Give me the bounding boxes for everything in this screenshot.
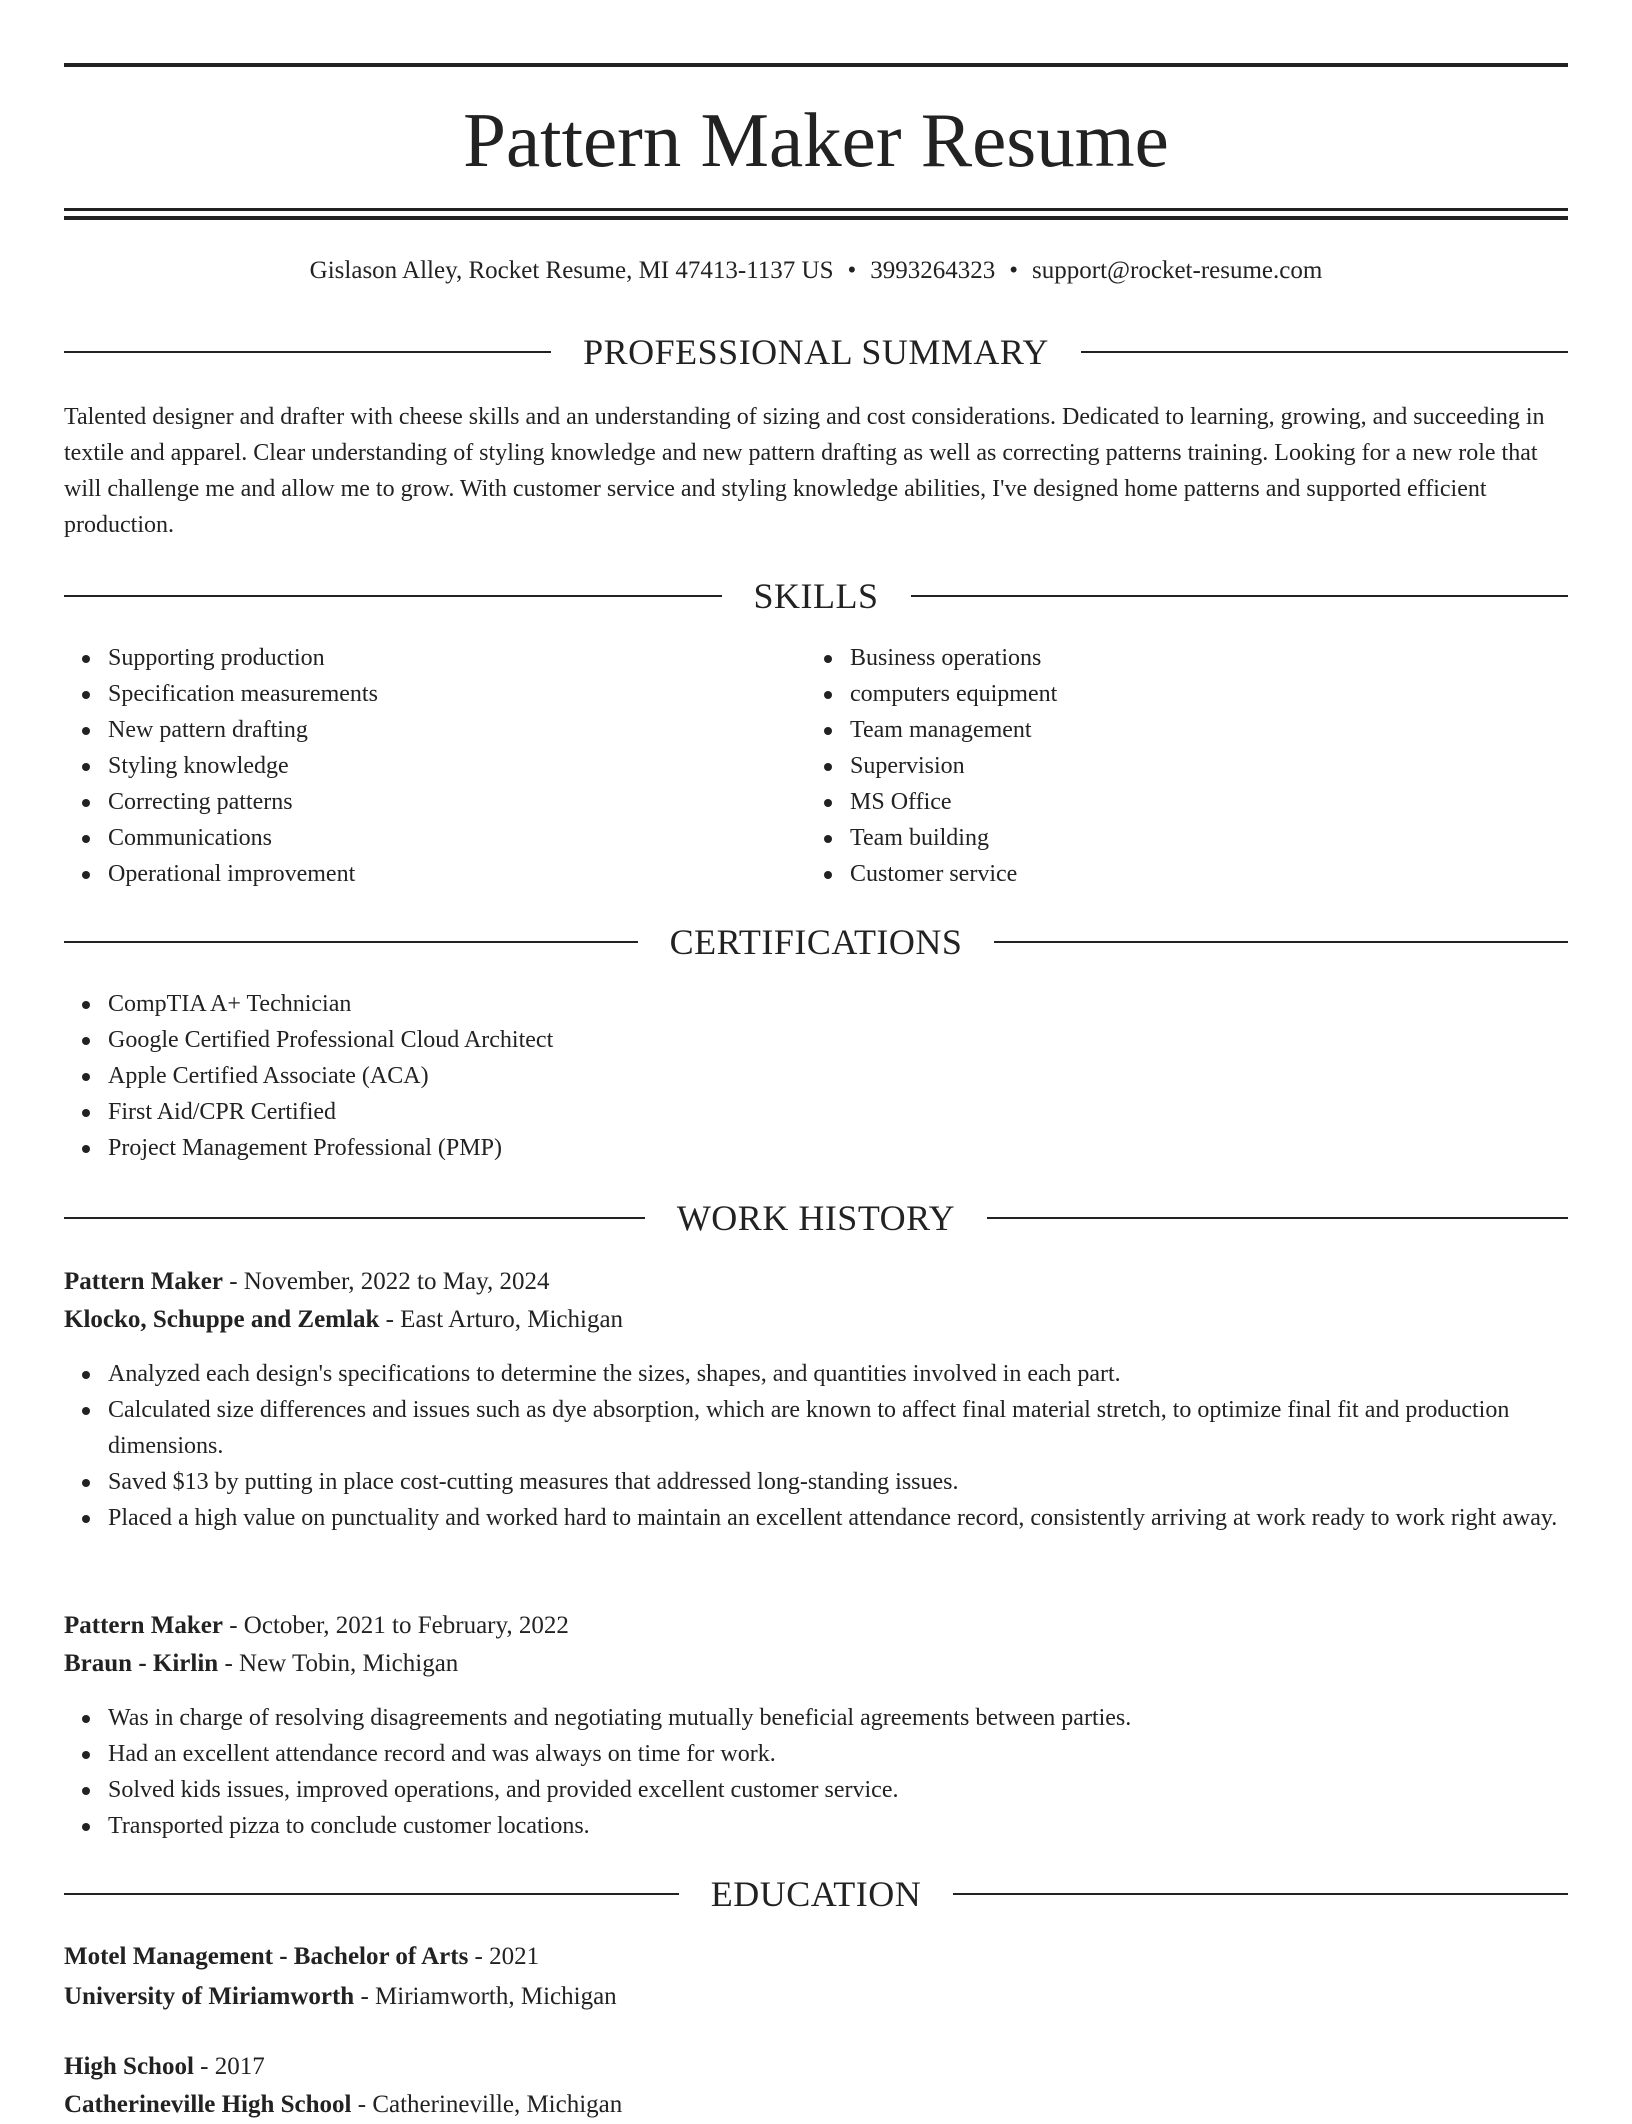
contact-separator: • [1009, 257, 1019, 284]
education-school: Catherineville High School [64, 2091, 352, 2118]
summary-text: Talented designer and drafter with cheese skills and an understanding of sizing and cost considerations. Dedicated to learning, growing, and succeeding in textile and apparel. Clear understanding of styling knowledge and new pattern drafting as well as correcting patterns training. Looking for a new role that will challenge me and allow me to grow. With customer service and styling knowledge abilities, I've designed home patterns and supported efficient production. [64, 404, 1545, 538]
certifications-list [64, 986, 1568, 1166]
top-rule [64, 63, 1568, 67]
education-year: - 2021 [468, 1943, 540, 1970]
education-degree: Motel Management - Bachelor of Arts [64, 1943, 469, 1970]
skill-item: Business operations [850, 640, 1550, 676]
skill-item: Correcting patterns [108, 784, 808, 820]
job-bullet: Solved kids issues, improved operations, and provided excellent customer service. [108, 1772, 1568, 1808]
skill-item: Operational improvement [108, 856, 808, 892]
job-bullet: Placed a high value on punctuality and worked hard to maintain an excellent attendance record, consistently arriving at work ready to work right away. [108, 1500, 1568, 1536]
job-title-line [64, 1263, 1568, 1301]
summary-heading-label: PROFESSIONAL SUMMARY [583, 332, 1049, 372]
contact-email[interactable]: support@rocket-resume.com [1032, 257, 1323, 284]
skills-heading-label: SKILLS [753, 576, 879, 616]
education-year: - 2017 [193, 2053, 265, 2080]
heading-rule-right [911, 595, 1569, 597]
job-company: Braun - Kirlin [64, 1650, 219, 1677]
skill-item: Team building [850, 820, 1550, 856]
certification-item: CompTIA A+ Technician [108, 986, 1568, 1022]
heading-rule-right [994, 941, 1568, 943]
summary-heading [64, 330, 1568, 374]
skills-list-right [806, 640, 1550, 892]
certification-item: Apple Certified Associate (ACA) [108, 1058, 1568, 1094]
job-location: - New Tobin, Michigan [218, 1650, 459, 1677]
heading-rule-left [64, 941, 638, 943]
certification-item: Google Certified Professional Cloud Architect [108, 1022, 1568, 1058]
job-bullet: Analyzed each design's specifications to determine the sizes, shapes, and quantities involved in each part. [108, 1356, 1568, 1392]
education-school: University of Miriamworth [64, 1983, 355, 2010]
education-heading-label: EDUCATION [710, 1874, 922, 1914]
education-location: - Catherineville, Michigan [351, 2091, 623, 2118]
skill-item: Supporting production [108, 640, 808, 676]
job-company-line [64, 1301, 1568, 1339]
page-title: Pattern Maker Resume [463, 97, 1169, 183]
heading-rule-right [987, 1217, 1568, 1219]
heading-rule-right [953, 1893, 1568, 1895]
job-bullet: Had an excellent attendance record and was always on time for work. [108, 1736, 1568, 1772]
skill-item: Team management [850, 712, 1550, 748]
skill-item: MS Office [850, 784, 1550, 820]
job-dates: - October, 2021 to February, 2022 [222, 1612, 569, 1639]
contact-line [64, 254, 1568, 288]
education-degree-line [64, 2048, 1568, 2086]
job-bullets [64, 1700, 1568, 1844]
contact-phone[interactable]: 3993264323 [870, 257, 996, 284]
job-company: Klocko, Schuppe and Zemlak [64, 1306, 380, 1333]
education-degree-line [64, 1938, 1568, 1976]
education-school-line [64, 2086, 1568, 2124]
job-bullets [64, 1356, 1568, 1536]
job-title: Pattern Maker [64, 1268, 223, 1295]
skills-list-left [64, 640, 808, 892]
job-location: - East Arturo, Michigan [379, 1306, 624, 1333]
skill-item: Specification measurements [108, 676, 808, 712]
heading-rule-left [64, 1893, 679, 1895]
skill-item: Styling knowledge [108, 748, 808, 784]
job-dates: - November, 2022 to May, 2024 [222, 1268, 550, 1295]
skill-item: computers equipment [850, 676, 1550, 712]
heading-rule-left [64, 1217, 645, 1219]
title-double-rule [64, 208, 1568, 220]
education-degree: High School [64, 2053, 194, 2080]
skill-item: Customer service [850, 856, 1550, 892]
work-history-heading-label: WORK HISTORY [676, 1198, 956, 1238]
education-school-line [64, 1978, 1568, 2016]
certification-item: First Aid/CPR Certified [108, 1094, 1568, 1130]
job-title-line [64, 1607, 1568, 1645]
job-bullet: Transported pizza to conclude customer locations. [108, 1808, 1568, 1844]
skill-item: Supervision [850, 748, 1550, 784]
certification-item: Project Management Professional (PMP) [108, 1130, 1568, 1166]
contact-address: Gislason Alley, Rocket Resume, MI 47413-1137 US [309, 257, 834, 284]
certifications-heading-label: CERTIFICATIONS [669, 922, 963, 962]
skill-item: Communications [108, 820, 808, 856]
skill-item: New pattern drafting [108, 712, 808, 748]
job-bullet: Saved $13 by putting in place cost-cutting measures that addressed long-standing issues. [108, 1464, 1568, 1500]
skills-heading [64, 574, 1568, 618]
job-bullet: Calculated size differences and issues such as dye absorption, which are known to affect final material stretch, to optimize final fit and production dimensions. [108, 1392, 1568, 1464]
education-heading [64, 1872, 1568, 1916]
heading-rule-right [1081, 351, 1568, 353]
contact-separator: • [847, 257, 857, 284]
certifications-heading [64, 920, 1568, 964]
job-company-line [64, 1645, 1568, 1683]
job-bullet: Was in charge of resolving disagreements and negotiating mutually beneficial agreements between parties. [108, 1700, 1568, 1736]
work-history-heading [64, 1196, 1568, 1240]
education-location: - Miriamworth, Michigan [354, 1983, 617, 2010]
job-title: Pattern Maker [64, 1612, 223, 1639]
heading-rule-left [64, 595, 722, 597]
heading-rule-left [64, 351, 551, 353]
